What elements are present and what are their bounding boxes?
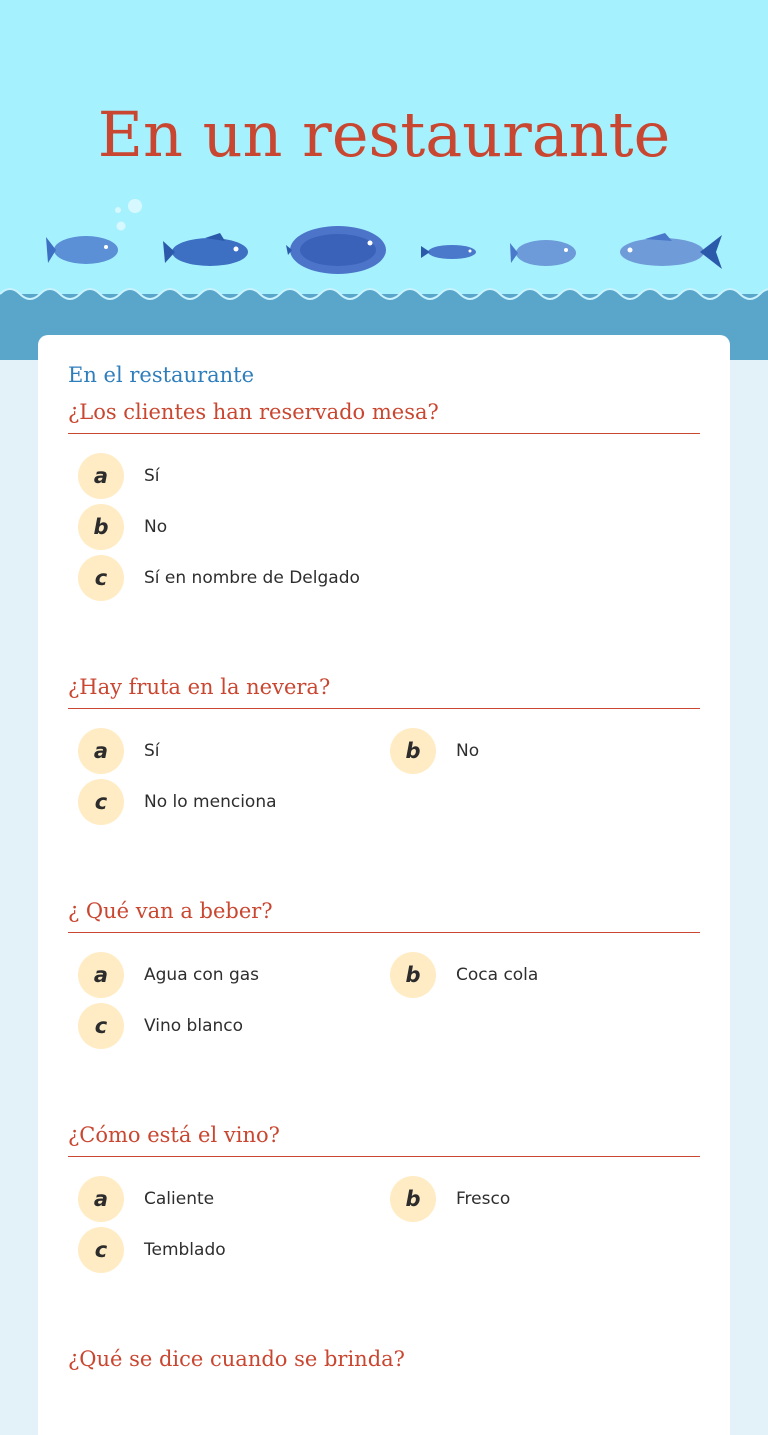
question-4 xyxy=(68,1120,700,1157)
page-title: En un restaurante xyxy=(97,98,671,171)
fish-icon xyxy=(421,245,476,259)
header-banner xyxy=(0,0,768,360)
fish-icon xyxy=(163,233,248,266)
section-title: En el restaurante xyxy=(68,363,255,387)
option-1a[interactable] xyxy=(78,453,160,499)
option-label: Sí xyxy=(144,466,160,486)
option-label: Agua con gas xyxy=(144,965,260,985)
option-label: Sí xyxy=(144,741,160,761)
bubble-icon xyxy=(115,207,121,213)
option-label: Coca cola xyxy=(456,965,539,985)
fish-illustration xyxy=(0,195,768,285)
option-letter-badge: b xyxy=(390,728,436,774)
option-letter-badge: a xyxy=(78,1176,124,1222)
question-1 xyxy=(68,397,700,434)
option-1c[interactable] xyxy=(78,555,360,601)
option-1b[interactable] xyxy=(78,504,167,550)
option-label: No xyxy=(144,517,168,537)
option-letter-badge: c xyxy=(78,1227,124,1273)
option-letter-badge: a xyxy=(78,952,124,998)
fish-icon xyxy=(620,233,722,269)
option-label: Caliente xyxy=(144,1189,215,1209)
bubble-icon xyxy=(117,222,126,231)
question-text: ¿Los clientes han reservado mesa? xyxy=(68,397,700,434)
fish-icon xyxy=(286,226,386,274)
option-letter-badge: a xyxy=(78,728,124,774)
option-3c[interactable] xyxy=(78,1003,243,1049)
option-label: Temblado xyxy=(144,1240,226,1260)
bubble-icon xyxy=(128,199,142,213)
question-text: ¿Qué se dice cuando se brinda? xyxy=(68,1347,405,1371)
question-5 xyxy=(68,1344,700,1380)
option-2c[interactable] xyxy=(78,779,277,825)
option-2b[interactable] xyxy=(390,728,479,774)
option-label: No lo menciona xyxy=(144,792,277,812)
option-4b[interactable] xyxy=(390,1176,510,1222)
option-3b[interactable] xyxy=(390,952,538,998)
option-letter-badge: c xyxy=(78,555,124,601)
option-label: Sí en nombre de Delgado xyxy=(144,568,360,588)
question-3 xyxy=(68,896,700,933)
option-label: Fresco xyxy=(456,1189,511,1209)
quiz-card xyxy=(38,335,730,1435)
option-4a[interactable] xyxy=(78,1176,214,1222)
option-letter-badge: a xyxy=(78,453,124,499)
fish-icon xyxy=(510,240,576,266)
option-4c[interactable] xyxy=(78,1227,226,1273)
question-text: ¿Hay fruta en la nevera? xyxy=(68,672,700,709)
question-text: ¿ Qué van a beber? xyxy=(68,896,700,933)
question-2 xyxy=(68,672,700,709)
option-letter-badge: c xyxy=(78,779,124,825)
option-2a[interactable] xyxy=(78,728,160,774)
option-3a[interactable] xyxy=(78,952,259,998)
fish-icon xyxy=(46,236,118,264)
option-label: No xyxy=(456,741,480,761)
option-letter-badge: b xyxy=(390,1176,436,1222)
option-label: Vino blanco xyxy=(144,1016,244,1036)
question-text: ¿Cómo está el vino? xyxy=(68,1120,700,1157)
option-letter-badge: c xyxy=(78,1003,124,1049)
option-letter-badge: b xyxy=(390,952,436,998)
option-letter-badge: b xyxy=(78,504,124,550)
